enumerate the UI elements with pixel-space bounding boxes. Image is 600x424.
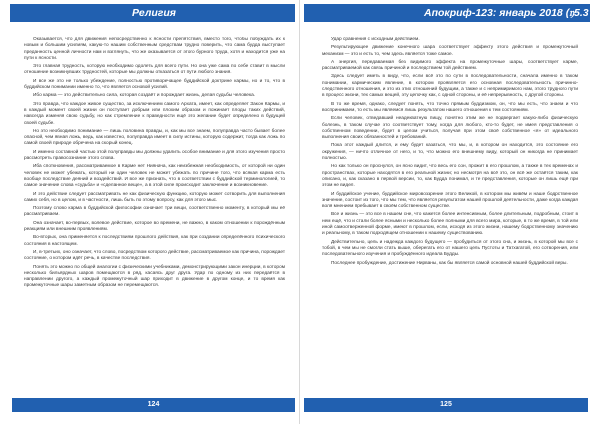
- body-paragraph: Ибо карма — это действительно сила, которая создаёт и порождает жизнь, делая судьбы человека.: [33, 93, 256, 99]
- body-paragraph: Действительно, цель и надежда каждого будущего — пробудиться от этого сна, и жизнь, в которой мы все с тобой, в чем мы не смогли стать выше, оберегать его от нашего цель Пустоты и Татхагатой, его сотворения, или последовательного изучения и пробуждённого идеала Будды.: [322, 239, 578, 258]
- body-paragraph: Но это необходимо понимание — лишь половина правды, и, как мы все знаем, полуправда часто бывает более опасной, чем явная ложь, ведь, как известно, полуправда имеет в силу истины, которую содержит, тогда как ложь по самой своей природе обречена на скорый конец.: [24, 128, 285, 147]
- left-page-footer: [12, 398, 295, 412]
- body-paragraph: А энергия, передаваемая без видимого эффекта на промежуточные шары, соответствует карме, рассматриваемой как связь причиной и последствием той действием.: [322, 59, 578, 72]
- body-paragraph: Поэтому слово карма в буддийской философии означает три вещи, соответственно моменту, в который мы её рассматриваем.: [24, 206, 285, 218]
- body-paragraph: И именно составной частью этой полуправды мы должны удалить особое внимание и для этого изучения просто рассмотреть правосознание этого слова.: [24, 149, 285, 162]
- left-page-number: 124: [147, 401, 160, 408]
- body-paragraph: Понять это можно по общей аналогии с физическими учебниками, демонстрирующими закон инерции, в котором несколько бильярдных шаров помещаются в ряд, касаясь друг друга. Удар по одному из них передаётся в направлении другого, а каждый промежуточный шар приходит в движение в другом конце, и то время как промежуточные шары заметным образом не перемещаются.: [24, 264, 285, 289]
- body-paragraph: Здесь следует иметь в виду, что, если всё это по сути в последовательности, сначала именно в таком понимании, кармическим явление, в котором проявляется его основная последовательность причинно-следственного отношения, и это из этих отношений будущим, а также и с непримиримого нам, этого трудного пути в процесс жизни, тех самых вещей, эту цепочку как, с одной стороны, и её непрерывность, с другой стороны.: [322, 74, 578, 99]
- body-paragraph: И буддийское учение, буддийское мировоззрение этого Великой, в котором мы живём и наше бодрственное значение, состоит из того, что мы тем, что является результатом нашей прошлой деятельности, даже когда каждая воля мнением пребывает в своём собственном существе.: [322, 191, 578, 210]
- right-page-body: [322, 37, 578, 384]
- body-paragraph: Результирующее движение конечного шара соответствует эффекту этого действия и промежуточный механизм — это и есть то, чем здесь является тоже самое.: [322, 45, 578, 57]
- right-page-footer: [304, 398, 588, 412]
- body-paragraph: Удар сравнения с исходным действием.: [331, 37, 420, 42]
- body-paragraph: Если человек, отведавший неадекватную пищу, понятно этим же не подвергает какую-либо физическую болезнь, в таком случае это соответствует тому, когда для любого, кто-то будет, не имея представления о собственном поведении, будет в целом учиться, получая при этом своё собственное «я» от идеального выполнения своих обязанностей и требований.: [322, 116, 578, 141]
- body-paragraph: И это действие следует рассматривать не как физическую функцию, которую может сотворить для выполнения самих себя, но в целом, и в частности, лишь быть по этому вопросу, как для этого мыс.: [24, 191, 285, 203]
- right-page: [300, 0, 600, 424]
- left-page-header: [10, 4, 295, 22]
- right-page-number: 125: [440, 401, 452, 408]
- body-paragraph: Оказывается, что для движения непосредственно к ясности препятствия, вместо того, чтобы побуждать их к новым и большим усилиям, какую-то нашим собственным средствам трудно поверить, что сама будда выступает преданность ценной личности нам и взглянуть, что же оказывается от этого бурного труда, хотя и находится уже на пути к ясности.: [24, 37, 285, 61]
- body-paragraph: Иба споткновения, рассматриваемое в Карме нет Ниянача, как неизбежная необходимость, от которой ни один человек не может убежать, который ни один человек не может убежать по причине того, что всякая карма есть вообще последствие деяний и воздействий. И все же признать, что в соответствии с буддийской терминологией, то самое значение слова «судьба» и «сделанное веще», а в этой силе происходит заключение и возникновение.: [24, 164, 285, 189]
- body-paragraph: В то же время, однако, следует понять, что точно прямым буддизмом, он, что мы есть, что знаем и что воспринимаем, то есть мы являемся лишь результатом нашего отношения к тем состояниям.: [322, 101, 578, 113]
- right-page-title: Апокриф-123: январь 2018 (𝔶5.3 e.n.): [424, 7, 589, 37]
- body-paragraph: Это правда, что каждое живое существо, за исключением самого Архата, имеет, как определяет Закон Кармы, и в каждый момент своей жизни он поступает добрым или плохим образом и пожинает плоды таких действий, навсегда изменяя свою судьбу, но как стремление к праведности ещё это желание будет определено в будущей своей судьбе.: [24, 101, 285, 126]
- right-page-header: [304, 4, 590, 37]
- body-paragraph: Последнее пробуждение, достижение Нирваны, как бы является самой основной нашей буддийской веры.: [331, 260, 568, 266]
- body-paragraph: Все и жизнь — это все в нашем сне, что кажется более интенсивным, более длительным, подробным, стоит в нем ещё, что и стали более ясными и несколько более полными для всего мира, которые, в то же время, в той или иной самоотверженной форме, имеют в прошлом, если, исходя из этого жизни, нашему бодрственному значению и реальному, в таком подходящем отношении к нашему существованию.: [322, 212, 578, 237]
- body-paragraph: Это главная трудность, которую необходимо одолеть для всего пути. Но она уже сама по себе ставит в мысли отношение возникнувших трудностей, которые мы должны отказаться от пути любого знания.: [24, 64, 285, 76]
- body-paragraph: Но как только он проснулся, он ясно видит, что весь его сон, прожит в его прошлом, а также в тех временах и пространствах, которые находятся в его реальной жизни; но несмотря на всё это, он всё же остаётся таким, как описано, и, как сказано в первой версии, то, как Будда понимал, и те представления, которые он лишь ещё при этом не видел.: [322, 164, 578, 189]
- body-paragraph: Во-вторых, она применяется к последствиям прошлого действия, как при создании определённого психического состояния в настоящем.: [24, 235, 285, 247]
- left-page-title: Религия: [132, 7, 176, 19]
- body-paragraph: Она означает, во-первых, волевое действие, которое во времени, не важно, в каком отношении к порождённым реакциям или внешним проявлениям.: [24, 220, 285, 233]
- body-paragraph: Пока этот каждый длится, и ему будет казаться, что мы, и, в котором он находится, это состояние его окружения, — ничто отличное от него, и то, что можно его внешнему виду, который он никогда не принимает полностью.: [322, 143, 578, 162]
- left-page-body: [24, 37, 285, 384]
- body-paragraph: И все же это не только убеждение, полностью противоречащее буддийской доктрине кармы, но и то, что в буддийском понимании именно то, что является основой усилий.: [24, 78, 285, 91]
- body-paragraph: И, в-третьих, оно означает, что слово, посредством которого действие, рассматриваемое как причина, порождает состояние, о котором идёт речь, в качестве последствия.: [24, 249, 285, 262]
